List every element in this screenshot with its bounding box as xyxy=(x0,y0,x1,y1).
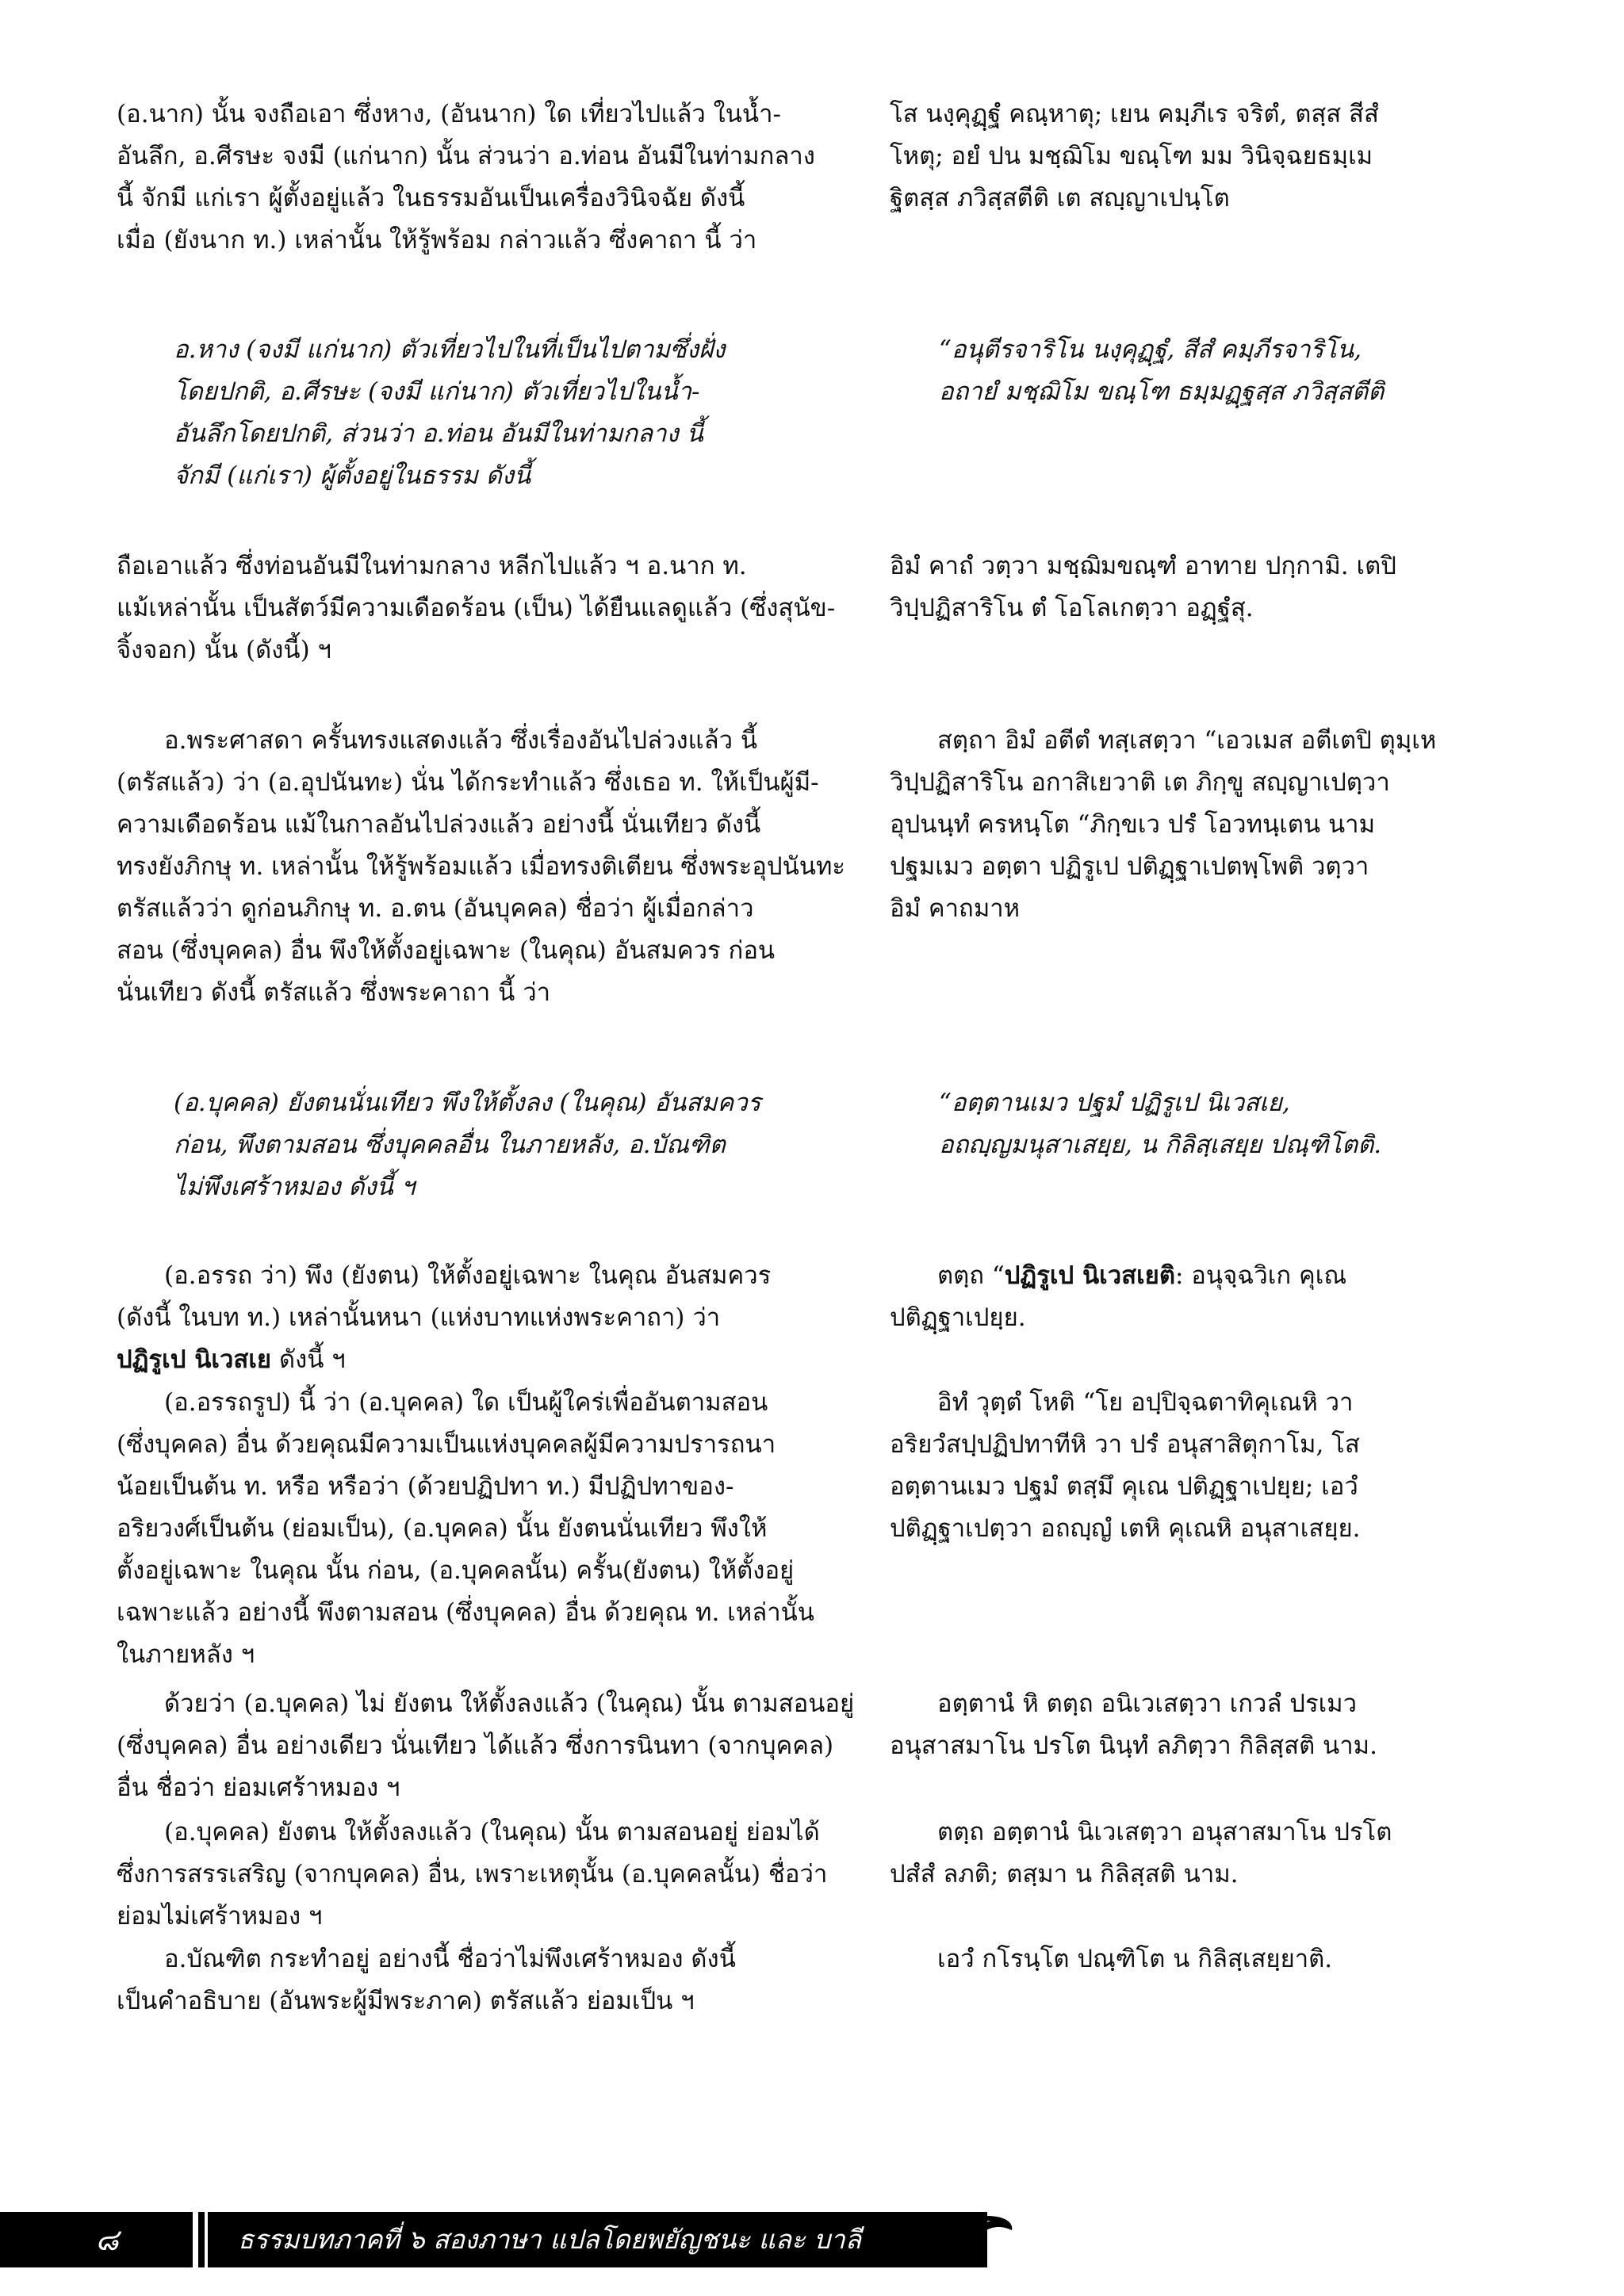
text-line: อตฺตานํ หิ ตตฺถ อนิเวเสตฺวา เกวลํ ปรเมว xyxy=(937,1689,1358,1718)
swirl-ornament-icon xyxy=(912,2216,1015,2265)
text-line: ย่อมไม่เศร้าหมอง ฯ xyxy=(117,1902,323,1931)
verse-line: อ.หาง (จงมี แก่นาก) ตัวเที่ยวไปในที่เป็นไปตามซึ่งฝั่ง xyxy=(174,335,726,364)
text-line: ปติฏฺฐาเปยฺย. xyxy=(890,1303,1026,1332)
text-line: วิปฺปฏิสาริโน ตํ โอโลเกตฺวา อฏฺฐํสุ. xyxy=(890,594,1254,622)
text-line: อตฺตานเมว ปฐมํ ตสฺมึ คุเณ ปติฏฺฐาเปยฺย; เอวํ xyxy=(890,1472,1358,1501)
text-line xyxy=(117,1339,795,1381)
text-line: อ.บัณฑิต กระทำอยู่ อย่างนี้ ชื่อว่าไม่พึงเศร้าหมอง ดังนี้ xyxy=(164,1945,736,1973)
pali-paragraph-3 xyxy=(890,720,1568,930)
text-line: เอวํ กโรนฺโต ปณฺฑิโต น กิลิสฺเสยฺยาติ. xyxy=(937,1945,1333,1973)
thai-paragraph-6 xyxy=(117,1683,855,1809)
text-line xyxy=(890,1255,1568,1297)
text-line: ในภายหลัง ฯ xyxy=(117,1640,255,1669)
text-line: วิปฺปฏิสาริโน อกาสิเยวาติ เต ภิกฺขู สญฺญาเปตฺวา xyxy=(890,768,1390,797)
text-line: อื่น ชื่อว่า ย่อมเศร้าหมอง ฯ xyxy=(117,1774,400,1802)
text-line: ความเดือดร้อน แม้ในกาลอันไปล่วงแล้ว อย่างนี้ นั่นเทียว ดังนี้ xyxy=(117,810,761,839)
verse-line: อถายํ มชฺฌิโม ขณฺโฑ ธมฺมฏฺฐสฺส ภวิสฺสตีติ xyxy=(939,377,1385,406)
verse-line: ไม่พึงเศร้าหมอง ดังนี้ ฯ xyxy=(174,1173,416,1201)
pali-paragraph-2 xyxy=(890,545,1568,629)
text-line: อิมํ คาถํ วตฺวา มชฺฌิมขณฺฑํ อาทาย ปกฺกามิ. เตปิ xyxy=(890,552,1396,580)
pali-paragraph-4 xyxy=(890,1255,1568,1339)
text-fragment: ดังนี้ ฯ xyxy=(271,1345,346,1374)
text-line: (ดังนี้ ในบท ท.) เหล่านั้นหนา (แห่งบาทแห่งพระคาถา) ว่า xyxy=(117,1303,721,1332)
pali-paragraph-1 xyxy=(890,94,1568,220)
bold-term: ปฏิรูเป นิเวสเยติ xyxy=(1004,1261,1175,1290)
verse-line: “อนุตีรจาริโน นงฺคุฏฺฐํ, สีสํ คมฺภีรจาริโน, xyxy=(939,335,1362,364)
thai-verse-1 xyxy=(174,329,792,497)
thai-paragraph-4 xyxy=(117,1255,795,1381)
text-line: น้อยเป็นต้น ท. หรือ หรือว่า (ด้วยปฏิปทา ท.) มีปฏิปทาของ- xyxy=(117,1472,734,1501)
page-footer xyxy=(0,2212,1624,2267)
text-line: (ซึ่งบุคคล) อื่น อย่างเดียว นั่นเทียว ได้แล้ว ซึ่งการนินทา (จากบุคคล) xyxy=(117,1732,834,1760)
text-line: ซึ่งการสรรเสริญ (จากบุคคล) อื่น, เพราะเหตุนั้น (อ.บุคคลนั้น) ชื่อว่า xyxy=(117,1860,828,1888)
text-line: (ตรัสแล้ว) ว่า (อ.อุปนันทะ) นั่น ได้กระทำแล้ว ซึ่งเธอ ท. ให้เป็นผู้มี- xyxy=(117,768,819,797)
text-line: (อ.อรรถรูป) นี้ ว่า (อ.บุคคล) ใด เป็นผู้ใคร่เพื่ออันตามสอน xyxy=(164,1388,768,1417)
text-line: อนุสาสมาโน ปรโต นินฺทํ ลภิตฺวา กิลิสฺสติ นาม. xyxy=(890,1732,1377,1760)
thai-paragraph-7 xyxy=(117,1812,828,1938)
text-line: เป็นคำอธิบาย (อันพระผู้มีพระภาค) ตรัสแล้ว ย่อมเป็น ฯ xyxy=(117,1987,695,2015)
text-line: อ.พระศาสดา ครั้นทรงแสดงแล้ว ซึ่งเรื่องอันไปล่วงแล้ว นี้ xyxy=(164,726,758,755)
text-line: โหตุ; อยํ ปน มชฺฌิโม ขณฺโฑ มม วินิจฺฉยธมฺเม xyxy=(890,142,1373,170)
text-line: แม้เหล่านั้น เป็นสัตว์มีความเดือดร้อน (เป็น) ได้ยืนแลดูแล้ว (ซึ่งสุนัข- xyxy=(117,594,836,622)
text-line: ปสํสํ ลภติ; ตสฺมา น กิลิสฺสติ นาม. xyxy=(890,1860,1239,1888)
footer-book-title: ธรรมบทภาคที่ ๖ สองภาษา แปลโดยพยัญชนะ และ บาลี xyxy=(238,2224,861,2255)
footer-divider xyxy=(193,2212,198,2267)
thai-paragraph-8 xyxy=(117,1938,795,2022)
text-line: (อ.นาก) นั้น จงถือเอา ซึ่งหาง, (อันนาก) ใด เที่ยวไปแล้ว ในน้ำ- xyxy=(117,100,781,128)
footer-divider xyxy=(205,2212,208,2267)
text-line: (อ.อรรถ ว่า) พึง (ยังตน) ให้ตั้งอยู่เฉพาะ ในคุณ อันสมควร xyxy=(164,1261,772,1290)
text-line: โส นงฺคุฏฺฐํ คณฺหาตุ; เยน คมฺภีเร จริตํ, ตสฺส สีสํ xyxy=(890,100,1379,128)
text-line: เฉพาะแล้ว อย่างนี้ พึงตามสอน (ซึ่งบุคคล) อื่น ด้วยคุณ ท. เหล่านั้น xyxy=(117,1598,814,1627)
text-line: ตรัสแล้วว่า ดูก่อนภิกษุ ท. อ.ตน (อันบุคคล) ชื่อว่า ผู้เมื่อกล่าว xyxy=(117,894,754,923)
text-line: ปติฏฺฐาเปตฺวา อถญฺญํ เตหิ คุเณหิ อนุสาเสยฺย. xyxy=(890,1514,1361,1543)
pali-verse-1 xyxy=(939,329,1565,413)
text-line: ถือเอาแล้ว ซึ่งท่อนอันมีในท่ามกลาง หลีกไปแล้ว ฯ อ.นาก ท. xyxy=(117,552,747,580)
bold-term: ปฏิรูเป นิเวสเย xyxy=(117,1345,272,1374)
verse-line: อถญฺญมนุสาเสยฺย, น กิลิสฺเสยฺย ปณฺฑิโตติ. xyxy=(939,1131,1382,1159)
text-line: ฐิตสฺส ภวิสฺสตีติ เต สญฺญาเปนฺโต xyxy=(890,184,1230,212)
verse-line: ก่อน, พึงตามสอน ซึ่งบุคคลอื่น ในภายหลัง, อ.บัณฑิต xyxy=(174,1131,726,1159)
text-line: อริยวํสปฺปฏิปทาทีหิ วา ปรํ อนุสาสิตุกาโม, โส xyxy=(890,1430,1360,1459)
thai-paragraph-3 xyxy=(117,720,846,1014)
thai-paragraph-2 xyxy=(117,545,836,672)
pali-paragraph-8 xyxy=(890,1938,1568,1980)
text-line: สตฺถา อิมํ อตีตํ ทสฺเสตฺวา “เอวเมส อตีเตปิ ตุมฺเห xyxy=(937,726,1437,755)
text-fragment: ตตฺถ “ xyxy=(937,1261,1005,1290)
text-line: อุปนนฺทํ ครหนฺโต “ภิกฺขเว ปรํ โอวทนฺเตน นาม xyxy=(890,810,1376,839)
text-line: อริยวงศ์เป็นต้น (ย่อมเป็น), (อ.บุคคล) นั้น ยังตนนั่นเทียว พึงให้ xyxy=(117,1514,768,1543)
verse-line: จักมี (แก่เรา) ผู้ตั้งอยู่ในธรรม ดังนี้ xyxy=(174,461,531,490)
pali-paragraph-6 xyxy=(890,1683,1568,1767)
page-number: ๘ xyxy=(95,2222,119,2257)
thai-paragraph-5 xyxy=(117,1382,814,1676)
text-line: อิมํ คาถมาห xyxy=(890,894,1021,923)
text-line: ด้วยว่า (อ.บุคคล) ไม่ ยังตน ให้ตั้งลงแล้ว (ในคุณ) นั้น ตามสอนอยู่ xyxy=(164,1689,855,1718)
pali-verse-2 xyxy=(939,1082,1565,1166)
text-line: ทรงยังภิกษุ ท. เหล่านั้น ให้รู้พร้อมแล้ว เมื่อทรงติเตียน ซึ่งพระอุปนันทะ xyxy=(117,852,846,881)
pali-paragraph-5 xyxy=(890,1382,1568,1550)
text-line: ปฐมเมว อตฺตา ปฏิรูเป ปติฏฺฐาเปตพฺโพติ วตฺวา xyxy=(890,852,1369,881)
text-line: นี้ จักมี แก่เรา ผู้ตั้งอยู่แล้ว ในธรรมอันเป็นเครื่องวินิจฉัย ดังนี้ xyxy=(117,184,745,212)
text-line: จิ้งจอก) นั้น (ดังนี้) ฯ xyxy=(117,636,331,664)
text-line: (ซึ่งบุคคล) อื่น ด้วยคุณมีความเป็นแห่งบุคคลผู้มีความปรารถนา xyxy=(117,1430,776,1459)
pali-paragraph-7 xyxy=(890,1812,1568,1896)
text-line: อันลึก, อ.ศีรษะ จงมี (แก่นาก) นั้น ส่วนว่า อ.ท่อน อันมีในท่ามกลาง xyxy=(117,142,815,170)
text-fragment: : อนุจฺฉวิเก คุเณ xyxy=(1174,1261,1347,1290)
text-line: สอน (ซึ่งบุคคล) อื่น พึงให้ตั้งอยู่เฉพาะ (ในคุณ) อันสมควร ก่อน xyxy=(117,936,776,965)
verse-line: โดยปกติ, อ.ศีรษะ (จงมี แก่นาก) ตัวเที่ยวไปในน้ำ- xyxy=(174,377,700,406)
verse-line: “อตฺตานเมว ปฐมํ ปฏิรูเป นิเวสเย, xyxy=(939,1089,1290,1117)
text-line: นั่นเทียว ดังนี้ ตรัสแล้ว ซึ่งพระคาถา นี้ ว่า xyxy=(117,978,551,1007)
verse-line: อันลึกโดยปกติ, ส่วนว่า อ.ท่อน อันมีในท่ามกลาง นี้ xyxy=(174,419,703,448)
text-line: ตั้งอยู่เฉพาะ ในคุณ นั้น ก่อน, (อ.บุคคลนั้น) ครั้น(ยังตน) ให้ตั้งอยู่ xyxy=(117,1556,795,1585)
text-line: เมื่อ (ยังนาก ท.) เหล่านั้น ให้รู้พร้อม กล่าวแล้ว ซึ่งคาถา นี้ ว่า xyxy=(117,226,757,254)
thai-paragraph-1 xyxy=(117,94,815,262)
verse-line: (อ.บุคคล) ยังตนนั่นเทียว พึงให้ตั้งลง (ในคุณ) อันสมควร xyxy=(174,1089,761,1117)
thai-verse-2 xyxy=(174,1082,792,1208)
text-line: ตตฺถ อตฺตานํ นิเวเสตฺวา อนุสาสมาโน ปรโต xyxy=(937,1818,1392,1846)
text-line: อิทํ วุตฺตํ โหติ “โย อปฺปิจฺฉตาทิคุเณหิ วา xyxy=(937,1388,1354,1417)
text-line: (อ.บุคคล) ยังตน ให้ตั้งลงแล้ว (ในคุณ) นั้น ตามสอนอยู่ ย่อมได้ xyxy=(164,1818,820,1846)
